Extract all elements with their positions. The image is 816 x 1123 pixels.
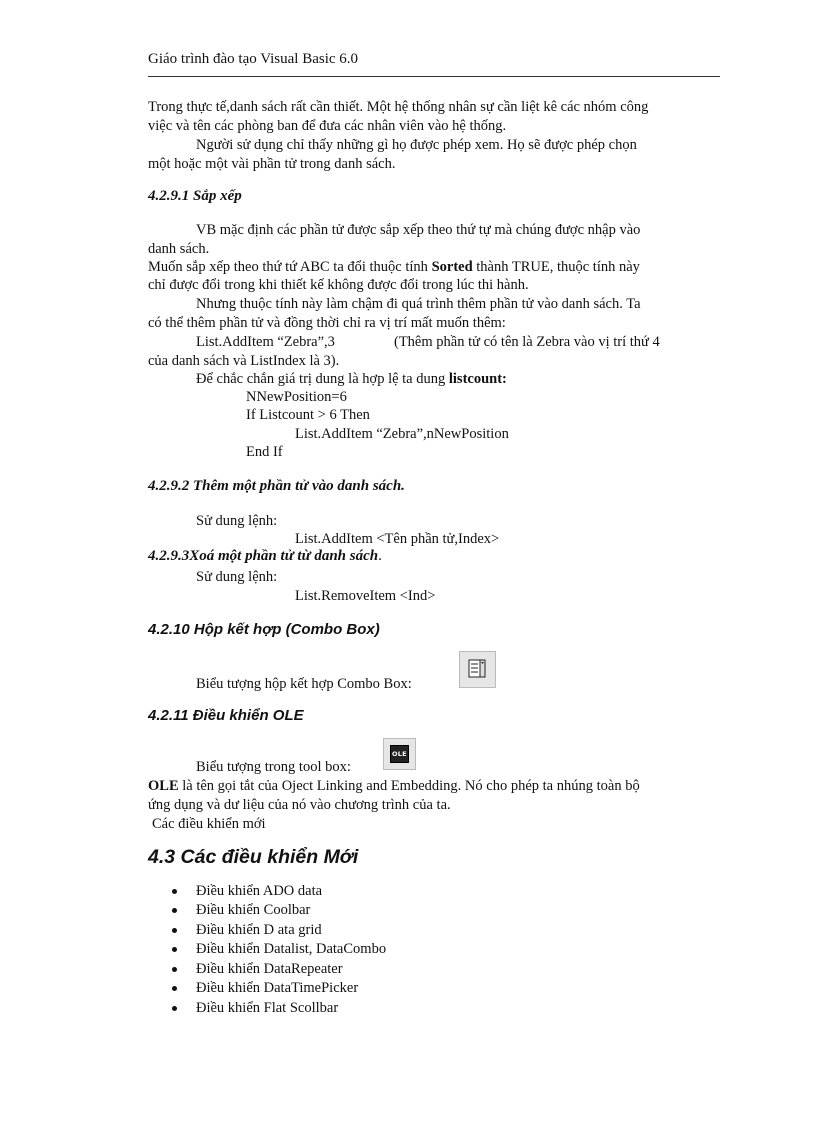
page-header-title: Giáo trình đào tạo Visual Basic 6.0 (148, 51, 359, 67)
heading-4-2-9-1: 4.2.9.1 Sắp xếp (148, 188, 242, 204)
list-item-datatimepicker: Điều khiển DataTimePicker (196, 980, 359, 996)
intro-line-1: Trong thực tế,danh sách rất cần thiết. Một hệ thống nhân sự cần liệt kê các nhóm công (148, 99, 649, 115)
add-code: List.AddItem <Tên phần tử,Index> (295, 531, 500, 547)
code-line-3: List.AddItem “Zebra”,nNewPosition (295, 426, 509, 442)
listcount-keyword: listcount: (448, 371, 507, 387)
sort-para-3a: Nhưng thuộc tính này làm chậm đi quá trình thêm phần tử vào danh sách. Ta (196, 296, 641, 312)
ole-para-1 (148, 777, 640, 795)
heading-4-2-9-2: 4.2.9.2 Thêm một phần tử vào danh sách. (148, 478, 405, 494)
list-item-coolbar: Điều khiển Coolbar (196, 902, 311, 918)
sort-para-2b: chỉ được đổi trong khi thiết kế không được đổi trong lúc thi hành. (148, 277, 529, 293)
intro-line-2: việc và tên các phòng ban để đưa các nhân viên vào hệ thống. (148, 118, 507, 134)
bullet-dot (172, 967, 177, 972)
sort-para-2a (148, 258, 640, 276)
intro-line-3: Người sử dụng chỉ thấy những gì họ được phép xem. Họ sẽ được phép chọn (196, 137, 637, 153)
bullet-dot (172, 889, 177, 894)
sort-para-5 (196, 370, 507, 388)
ole-para-3: Các điều khiển mới (152, 816, 266, 832)
heading-4-2-9-3-period: . (378, 548, 382, 564)
combo-box-icon (459, 651, 496, 688)
bullet-dot (172, 928, 177, 933)
header-rule (148, 76, 720, 77)
sort-para-1a: VB mặc định các phần tử được sắp xếp theo thứ tự mà chúng được nhập vào (196, 222, 641, 238)
remove-code: List.RemoveItem <Ind> (295, 588, 436, 604)
ole-icon-text: Biểu tượng trong tool box: (196, 759, 351, 775)
heading-4-2-9-3-text: 4.2.9.3Xoá một phần tử từ danh sách (148, 548, 379, 564)
intro-line-4: một hoặc một vài phần tử trong danh sách. (148, 156, 396, 172)
bullet-dot (172, 1006, 177, 1011)
heading-4-3: 4.3 Các điều khiển Mới (148, 846, 359, 868)
list-item-ado-data: Điều khiển ADO data (196, 883, 323, 899)
sort-para-1b: danh sách. (148, 241, 210, 257)
sort-para-3b: có thể thêm phần tử và đồng thời chỉ ra vị trí mất muốn thêm: (148, 315, 506, 331)
add-use-label: Sử dung lệnh: (196, 513, 278, 529)
bullet-dot (172, 908, 177, 913)
list-item-data-grid: Điều khiển D ata grid (196, 922, 322, 938)
ole-icon-label: OLE (392, 750, 407, 758)
sort-para-4: của danh sách và ListIndex là 3). (148, 353, 340, 369)
ole-para-2: ứng dụng và dư liệu của nó vào chương trình của ta. (148, 797, 451, 813)
code-additem-note: (Thêm phần tử có tên là Zebra vào vị trí thứ 4 (394, 334, 660, 350)
ole-para-1-rest: là tên gọi tắt của Oject Linking and Embedding. Nó cho phép ta nhúng toàn bộ (178, 778, 640, 794)
sorted-keyword: Sorted (431, 259, 473, 275)
code-line-2: If Listcount > 6 Then (246, 407, 370, 423)
list-item-flat-scrollbar: Điều khiển Flat Scollbar (196, 1000, 339, 1016)
remove-use-label: Sử dung lệnh: (196, 569, 278, 585)
sort-para-2a-pre: Muốn sắp xếp theo thứ tứ ABC ta đổi thuộc tính (148, 259, 432, 275)
heading-4-2-10: 4.2.10 Hộp kết hợp (Combo Box) (148, 621, 380, 638)
list-item-datarepeater: Điều khiển DataRepeater (196, 961, 343, 977)
ole-icon-frame (390, 745, 409, 763)
code-additem-zebra: List.AddItem “Zebra”,3 (196, 334, 335, 350)
list-item-datalist: Điều khiển Datalist, DataCombo (196, 941, 387, 957)
ole-icon (383, 738, 416, 770)
bullet-dot (172, 947, 177, 952)
sort-para-5-pre: Để chắc chắn giá trị dung là hợp lệ ta dung (196, 371, 449, 387)
ole-keyword: OLE (148, 778, 179, 794)
combo-box-icon-graphic (460, 652, 495, 687)
heading-4-2-9-3 (148, 548, 382, 565)
heading-4-2-11: 4.2.11 Điều khiển OLE (148, 707, 304, 724)
code-line-1: NNewPosition=6 (246, 389, 347, 405)
code-line-4: End If (246, 444, 283, 460)
combo-box-text: Biểu tượng hộp kết hợp Combo Box: (196, 676, 412, 692)
sort-para-2a-post: thành TRUE, thuộc tính này (472, 259, 640, 275)
bullet-dot (172, 986, 177, 991)
